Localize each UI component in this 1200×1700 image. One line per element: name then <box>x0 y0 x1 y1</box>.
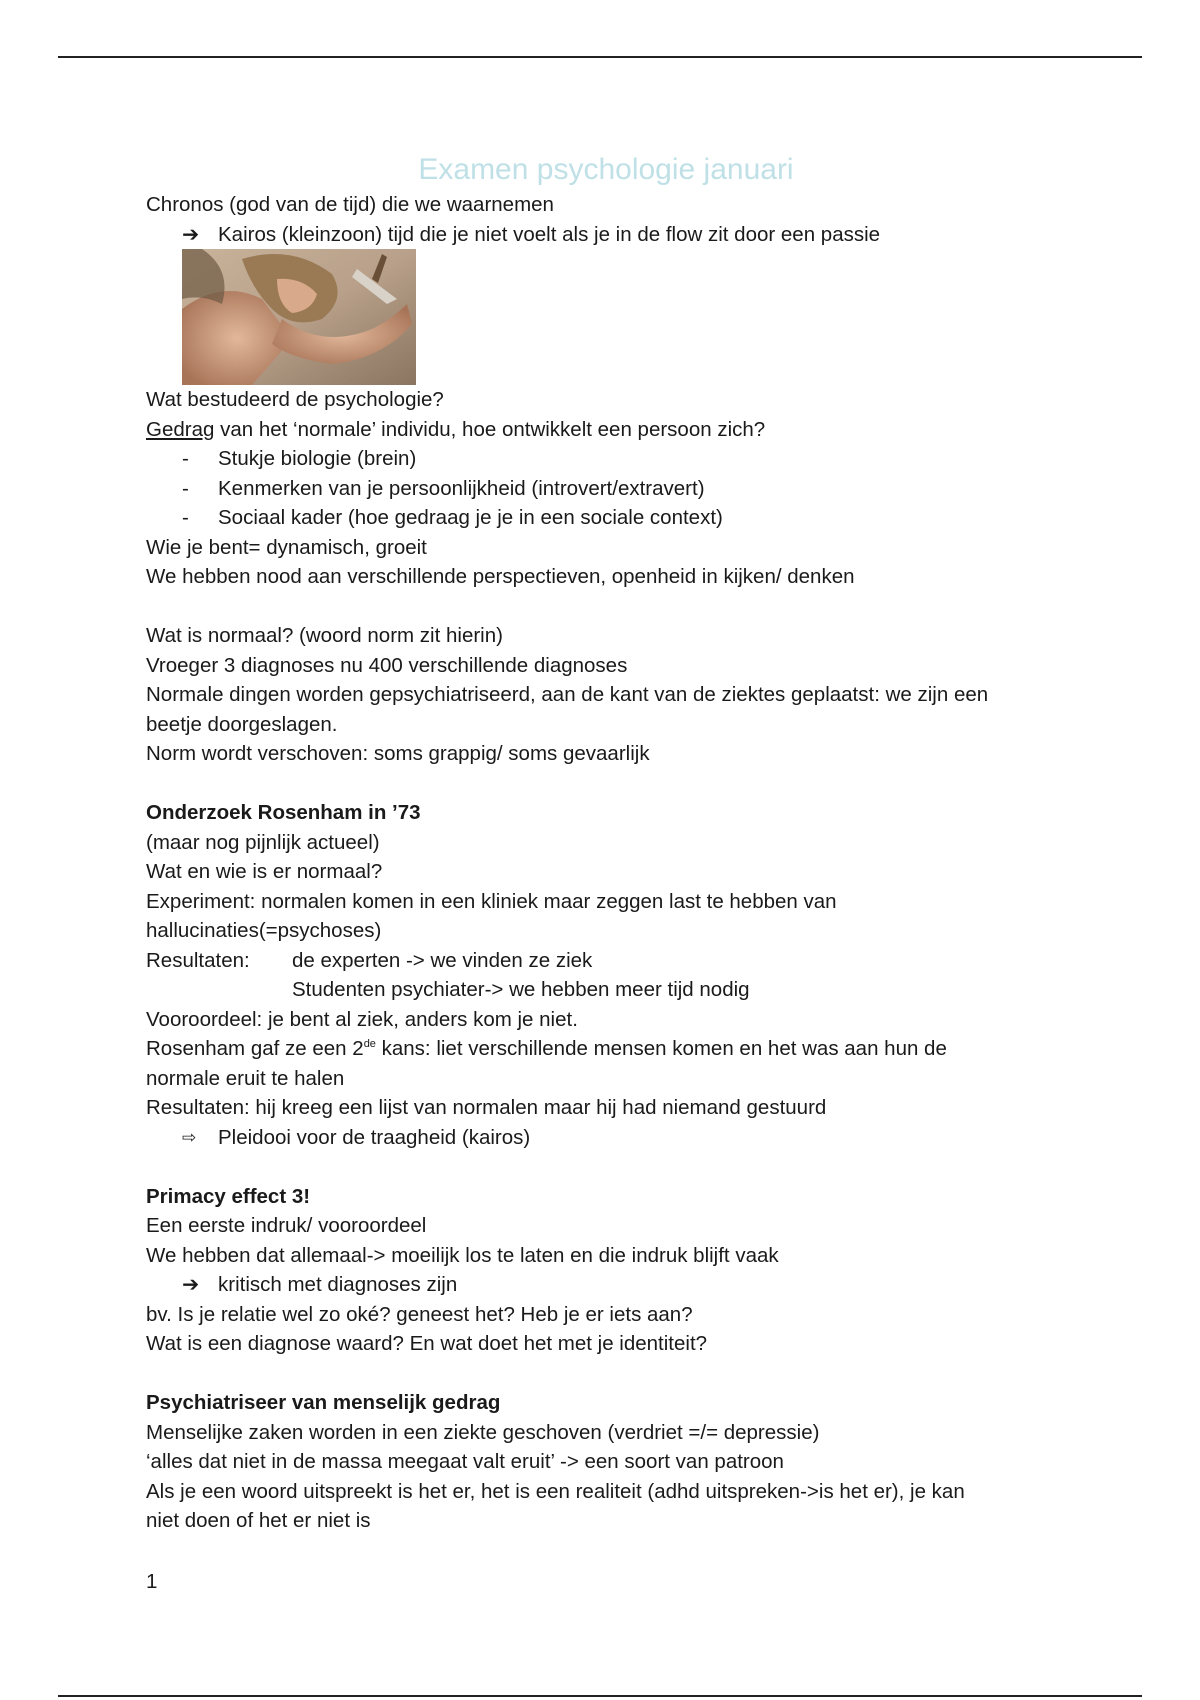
painting-illustration <box>182 249 416 385</box>
chronos-line: Chronos (god van de tijd) die we waarnemen <box>146 193 554 216</box>
page-number: 1 <box>146 1570 158 1593</box>
results-row <box>146 946 1066 976</box>
dash-bullet-icon: - <box>182 447 189 470</box>
blank-line <box>146 1359 1066 1389</box>
blank-line <box>146 769 1066 799</box>
gedrag-line <box>146 415 1066 445</box>
kairos-text: Kairos (kleinzoon) tijd die je niet voelt als je in de flow zit door een passie <box>218 222 881 246</box>
section-heading: Onderzoek Rosenham in ’73 <box>146 801 421 824</box>
text-line: Wat is een diagnose waard? En wat doet het met je identiteit? <box>146 1332 708 1355</box>
kairos-painting-image <box>182 249 416 385</box>
text-line: Norm wordt verschoven: soms grappig/ soms gevaarlijk <box>146 742 650 765</box>
text-line: ‘alles dat niet in de massa meegaat valt eruit’ -> een soort van patroon <box>146 1450 784 1473</box>
results-text: de experten -> we vinden ze ziek <box>292 948 593 972</box>
arrow-item <box>146 1123 1066 1153</box>
section-heading: Psychiatriseer van menselijk gedrag <box>146 1391 501 1414</box>
arrow-text: kritisch met diagnoses zijn <box>218 1273 458 1296</box>
dash-bullet-icon: - <box>182 476 189 500</box>
bold-arrow-icon: ➔ <box>182 1273 200 1296</box>
gedrag-underlined: Gedrag <box>146 417 215 441</box>
text-line <box>146 1034 1066 1064</box>
footer-rule <box>58 1695 1142 1697</box>
text-line: Vroeger 3 diagnoses nu 400 verschillende diagnoses <box>146 653 628 677</box>
text-line: Wat en wie is er normaal? <box>146 860 383 883</box>
list-item <box>146 503 1066 533</box>
text-line: Menselijke zaken worden in een ziekte geschoven (verdriet =/= depressie) <box>146 1420 820 1444</box>
arrow-text: Pleidooi voor de traagheid (kairos) <box>218 1125 531 1149</box>
text-line: Wie je bent= dynamisch, groeit <box>146 535 427 559</box>
bullet-text: Sociaal kader (hoe gedraag je je in een sociale context) <box>218 506 723 529</box>
results-label: Resultaten: <box>146 948 250 972</box>
text-line: Als je een woord uitspreekt is het er, het is een realiteit (adhd uitspreken->is het er), je kan <box>146 1479 965 1503</box>
arrow-item <box>146 1270 1066 1300</box>
text-line: We hebben dat allemaal-> moeilijk los te laten en die indruk blijft vaak <box>146 1243 779 1267</box>
text-line: hallucinaties(=psychoses) <box>146 919 382 942</box>
text-line: Experiment: normalen komen in een kliniek maar zeggen last te hebben van <box>146 889 837 913</box>
list-item <box>146 474 1066 504</box>
text-line: normale eruit te halen <box>146 1066 345 1090</box>
bullet-text: Stukje biologie (brein) <box>218 447 417 470</box>
text-part: kans: liet verschillende mensen komen en het was aan hun de <box>375 1037 947 1060</box>
outline-arrow-icon: ⇨ <box>182 1127 197 1147</box>
text-line: niet doen of het er niet is <box>146 1509 371 1532</box>
results-row-2: Studenten psychiater-> we hebben meer tijd nodig <box>292 978 750 1001</box>
superscript: de <box>363 1038 376 1051</box>
text-line: bv. Is je relatie wel zo oké? geneest het? Heb je er iets aan? <box>146 1302 693 1326</box>
text-line: Vooroordeel: je bent al ziek, anders kom je niet. <box>146 1007 578 1031</box>
question-line: Wat bestudeerd de psychologie? <box>146 388 444 411</box>
blank-line <box>146 1152 1066 1182</box>
text-line: (maar nog pijnlijk actueel) <box>146 830 380 854</box>
header-rule <box>58 56 1142 58</box>
bold-arrow-icon: ➔ <box>182 222 200 246</box>
document-page <box>146 150 1066 1536</box>
text-line: Een eerste indruk/ vooroordeel <box>146 1214 427 1237</box>
text-part: Rosenham gaf ze een 2 <box>146 1037 364 1060</box>
blank-line <box>146 592 1066 622</box>
text-line: Resultaten: hij kreeg een lijst van normalen maar hij had niemand gestuurd <box>146 1096 827 1119</box>
document-title: Examen psychologie januari <box>418 153 794 186</box>
dash-bullet-icon: - <box>182 506 189 529</box>
text-line: Normale dingen worden gepsychiatriseerd, aan de kant van de ziektes geplaatst: we zijn een <box>146 683 989 706</box>
section-heading: Primacy effect 3! <box>146 1184 311 1208</box>
bullet-text: Kenmerken van je persoonlijkheid (introvert/extravert) <box>218 476 705 500</box>
text-line: beetje doorgeslagen. <box>146 712 338 736</box>
gedrag-rest: van het ‘normale’ individu, hoe ontwikkelt een persoon zich? <box>214 417 766 441</box>
kairos-arrow-item <box>146 220 1066 250</box>
text-line: Wat is normaal? (woord norm zit hierin) <box>146 624 503 647</box>
list-item <box>146 444 1066 474</box>
text-line: We hebben nood aan verschillende perspectieven, openheid in kijken/ denken <box>146 565 855 588</box>
